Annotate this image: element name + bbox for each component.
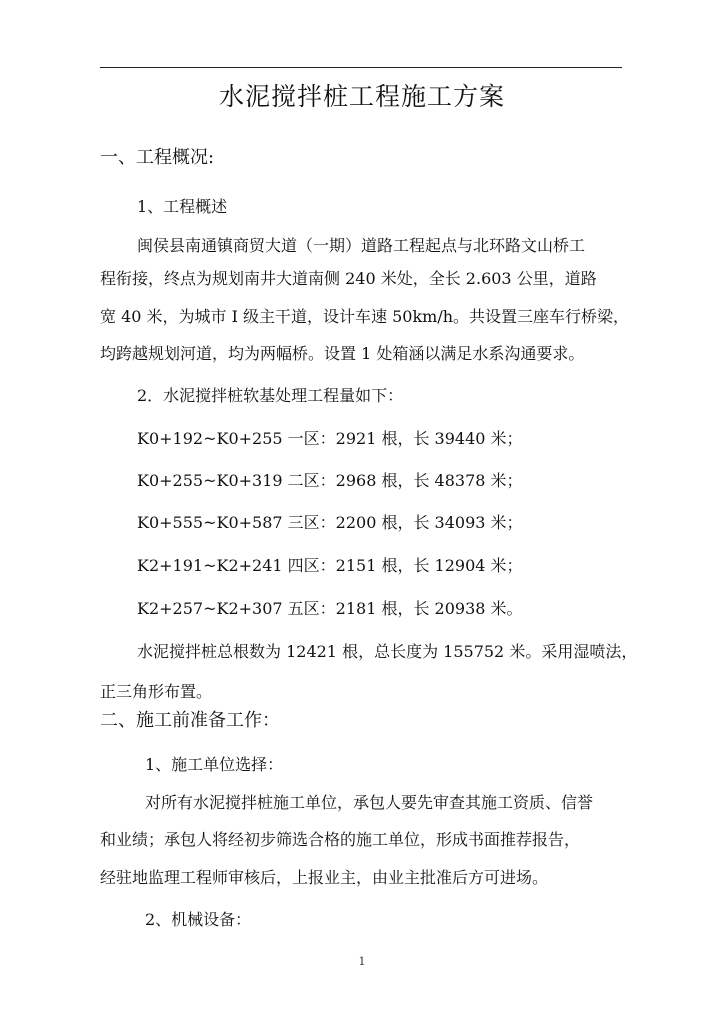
subheading-quantities: 2．水泥搅拌桩软基处理工程量如下： bbox=[137, 386, 404, 405]
subheading-machinery: 2、机械设备： bbox=[145, 910, 252, 929]
document-title: 水泥搅拌桩工程施工方案 bbox=[218, 82, 505, 111]
selection-line: 对所有水泥搅拌桩施工单位，承包人要先审查其施工资质、信誉 bbox=[145, 793, 594, 812]
zone-line: K0+255~K0+319 二区：2968 根，长 48378 米； bbox=[137, 471, 523, 490]
zone-line: K0+555~K0+587 三区：2200 根，长 34093 米； bbox=[137, 513, 523, 532]
header-rule bbox=[100, 67, 622, 68]
subheading-contractor-selection: 1、施工单位选择： bbox=[145, 755, 284, 774]
overview-line: 程衔接，终点为规划南井大道南侧 240 米处，全长 2.603 公里，道路 bbox=[100, 269, 597, 288]
section-heading-overview: 一、工程概况: bbox=[100, 147, 215, 168]
overview-line: 均跨越规划河道，均为两幅桥。设置 1 处箱涵以满足水系沟通要求。 bbox=[100, 344, 585, 363]
zone-line: K0+192~K0+255 一区：2921 根，长 39440 米； bbox=[137, 429, 523, 448]
summary-line: 正三角形布置。 bbox=[100, 682, 213, 701]
zone-line: K2+191~K2+241 四区：2151 根，长 12904 米； bbox=[137, 556, 523, 575]
summary-line: 水泥搅拌桩总根数为 12421 根，总长度为 155752 米。采用湿喷法， bbox=[137, 642, 638, 661]
selection-line: 经驻地监理工程师审核后，上报业主，由业主批准后方可进场。 bbox=[100, 868, 549, 887]
overview-line: 闽侯县南通镇商贸大道（一期）道路工程起点与北环路文山桥工 bbox=[137, 236, 586, 255]
subheading-overview: 1、工程概述 bbox=[137, 197, 228, 216]
section-heading-preparation: 二、施工前准备工作： bbox=[100, 710, 280, 731]
overview-line: 宽 40 米，为城市 I 级主干道，设计车速 50km/h。共设置三座车行桥梁， bbox=[100, 307, 630, 326]
zone-line: K2+257~K2+307 五区：2181 根，长 20938 米。 bbox=[137, 599, 523, 618]
selection-line: 和业绩；承包人将经初步筛选合格的施工单位，形成书面推荐报告， bbox=[100, 830, 581, 849]
page-number: 1 bbox=[358, 955, 366, 968]
